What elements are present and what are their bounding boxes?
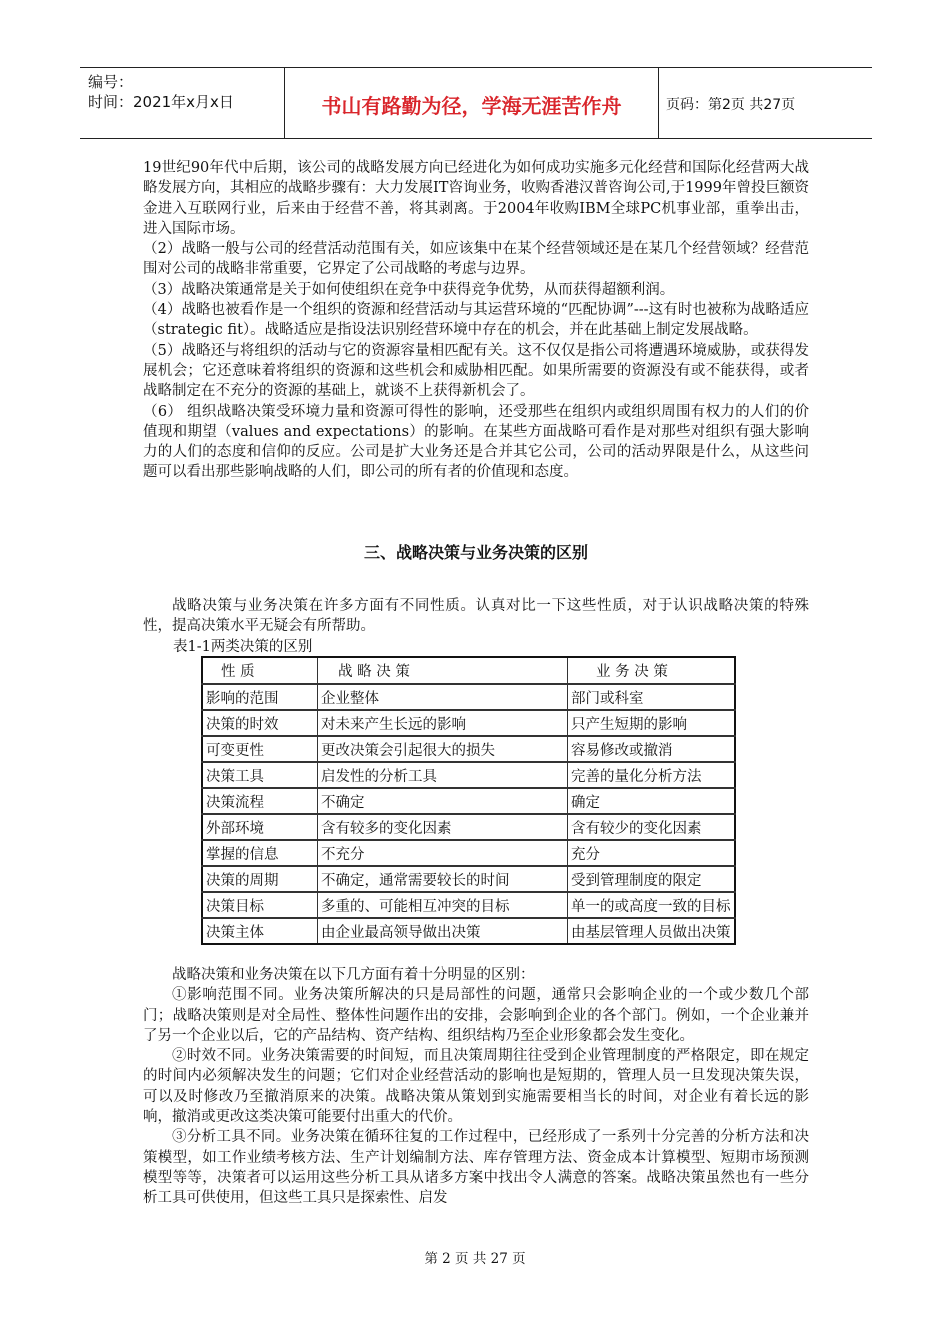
table-cell: 单一的或高度一致的目标 (568, 892, 736, 918)
table-cell: 含有较少的变化因素 (568, 814, 736, 840)
header-meta (88, 72, 284, 112)
table-cell: 部门或科室 (568, 684, 736, 710)
table-cell: 由企业最高领导做出决策 (318, 918, 568, 944)
header-divider (658, 68, 659, 138)
table-cell: 可变更性 (202, 736, 318, 762)
table-cell: 只产生短期的影响 (568, 710, 736, 736)
table-cell: 多重的、可能相互冲突的目标 (318, 892, 568, 918)
paragraph: （4）战略也被看作是一个组织的资源和经营活动与其运营环境的“匹配协调”---这有时也被称为战略适应（strategic fit）。战略适应是指设法识别经营环境中存在的机会，并在此基础上制定发展战略。 (143, 302, 809, 339)
section-title: 三、战略决策与业务决策的区别 (363, 543, 588, 562)
table-row (202, 892, 735, 918)
table-row (202, 684, 735, 710)
column-header: 战 略 决 策 (318, 657, 568, 684)
table-row (202, 840, 735, 866)
column-header: 性 质 (202, 657, 318, 684)
paragraph: ②时效不同。业务决策需要的时间短，而且决策周期往往受到企业管理制度的严格限定，即在规定的时间内必须解决发生的问题；它们对企业经营活动的影响也是短期的，管理人员一旦发现决策失误，可以及时修改乃至撤消原来的决策。战略决策从策划到实施需要相当长的时间，对企业有着长远的影响，撤消或更改这类决策可能要付出重大的代价。 (143, 1048, 809, 1126)
header-motto: 书山有路勤为径，学海无涯苦作舟 (321, 94, 622, 118)
paragraph: 战略决策和业务决策在以下几方面有着十分明显的区别： (172, 967, 535, 983)
table-cell: 决策流程 (202, 788, 318, 814)
table-cell: 充分 (568, 840, 736, 866)
table-cell: 确定 (568, 788, 736, 814)
table-cell: 更改决策会引起很大的损失 (318, 736, 568, 762)
column-header: 业 务 决 策 (568, 657, 736, 684)
header-time-label: 时间：2021年x月x日 (88, 93, 234, 111)
page-footer: 第 2 页 共 27 页 (424, 1251, 526, 1267)
table-cell: 决策的周期 (202, 866, 318, 892)
table-row (202, 918, 735, 944)
table-cell: 决策主体 (202, 918, 318, 944)
table-row (202, 762, 735, 788)
paragraph: ①影响范围不同。业务决策所解决的只是局部性的问题，通常只会影响企业的一个或少数几个部门；战略决策则是对全局性、整体性问题作出的安排，会影响到企业的各个部门。例如，一个企业兼并了另一个企业以后，它的产品结构、资产结构、组织结构乃至企业形象都会发生变化。 (143, 987, 809, 1044)
table-cell: 受到管理制度的限定 (568, 866, 736, 892)
paragraph: （3）战略决策通常是关于如何使组织在竞争中获得竞争优势，从而获得超额利润。 (143, 281, 675, 298)
table-cell: 不确定 (318, 788, 568, 814)
table-cell: 不确定，通常需要较长的时间 (318, 866, 568, 892)
section-intro (143, 596, 809, 657)
header-number-label: 编号： (88, 73, 134, 91)
table-cell: 企业整体 (318, 684, 568, 710)
table-cell: 决策工具 (202, 762, 318, 788)
comparison-table (201, 656, 736, 945)
table-header-row (202, 657, 735, 684)
table-cell: 影响的范围 (202, 684, 318, 710)
paragraph: （2）战略一般与公司的经营活动范围有关，如应该集中在某个经营领域还是在某几个经营领域？经营范围对公司的战略非常重要，它界定了公司战略的考虑与边界。 (143, 241, 809, 278)
paragraph: 19世纪90年代中后期，该公司的战略发展方向已经进化为如何成功实施多元化经营和国际化经营两大战略发展方向，其相应的战略步骤有：大力发展IT咨询业务，收购香港汉普咨询公司,于1999年曾投巨额资金进入互联网行业，后来由于经营不善，将其剥离。于2004年收购IBM全球PC机事业部，重拳出击，进入国际市场。 (143, 160, 809, 237)
table-row (202, 866, 735, 892)
table-cell: 完善的量化分析方法 (568, 762, 736, 788)
differences-section (143, 965, 809, 1209)
table-cell: 不充分 (318, 840, 568, 866)
table-caption: 表1-1两类决策的区别 (173, 638, 313, 655)
paragraph: 战略决策与业务决策在许多方面有不同性质。认真对比一下这些性质，对于认识战略决策的特殊性，提高决策水平无疑会有所帮助。 (143, 598, 809, 635)
table-cell: 决策的时效 (202, 710, 318, 736)
table-cell: 决策目标 (202, 892, 318, 918)
table-row (202, 788, 735, 814)
paragraph: （5）战略还与将组织的活动与它的资源容量相匹配有关。这不仅仅是指公司将遭遇环境威胁，或获得发展机会；它还意味着将组织的资源和这些机会和威胁相匹配。如果所需要的资源没有或不能获得，或者战略制定在不充分的资源的基础上，就谈不上获得新机会了。 (143, 342, 809, 400)
paragraph: （6） 组织战略决策受环境力量和资源可得性的影响，还受那些在组织内或组织周围有权力的人们的价值现和期望（values and expectations）的影响。在某些方面战略可看作是对那些对组织有强大影响力的人们的态度和信仰的反应。公司是扩大业务还是合并其它公司，公司的活动界限是什么，从这些问题可以看出那些影响战略的人们，即公司的所有者的价值现和态度。 (143, 403, 809, 481)
header-page-label: 页码：第2页 共27页 (666, 97, 796, 113)
table-cell: 掌握的信息 (202, 840, 318, 866)
table-cell: 由基层管理人员做出决策 (568, 918, 736, 944)
table-row (202, 814, 735, 840)
table-cell: 含有较多的变化因素 (318, 814, 568, 840)
table-row (202, 710, 735, 736)
page-header (80, 67, 872, 139)
paragraph: ③分析工具不同。业务决策在循环往复的工作过程中，已经形成了一系列十分完善的分析方法和决策模型，如工作业绩考核方法、生产计划编制方法、库存管理方法、资金成本计算模型、短期市场预测模型等等，决策者可以运用这些分析工具从诸多方案中找出令人满意的答案。战略决策虽然也有一些分析工具可供使用，但这些工具只是探索性、启发 (143, 1129, 809, 1207)
table-row (202, 736, 735, 762)
table-cell: 容易修改或撤消 (568, 736, 736, 762)
table-cell: 外部环境 (202, 814, 318, 840)
table-cell: 启发性的分析工具 (318, 762, 568, 788)
table-cell: 对未来产生长远的影响 (318, 710, 568, 736)
intro-section (143, 158, 809, 483)
